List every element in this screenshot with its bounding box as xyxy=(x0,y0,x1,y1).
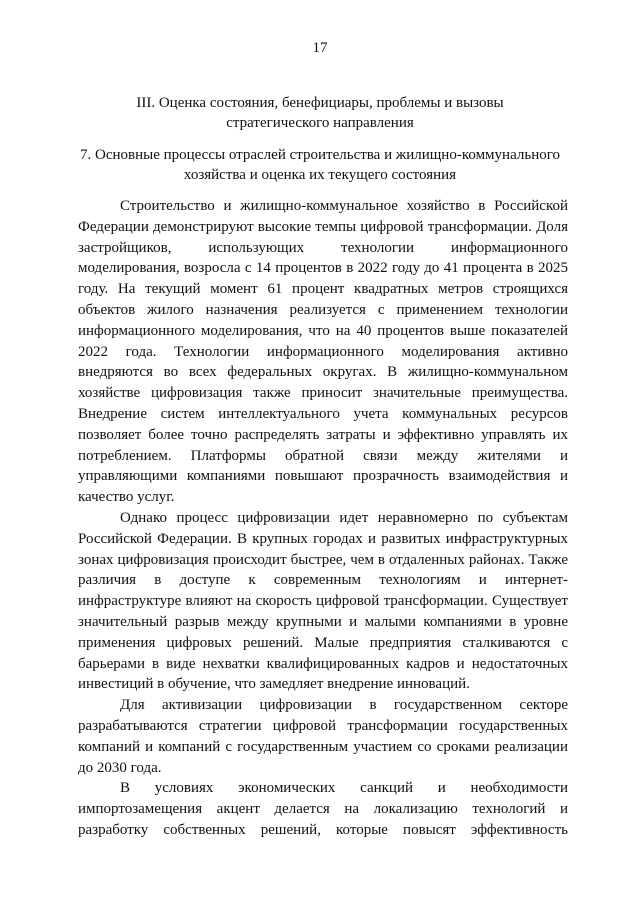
paragraph-digital-transformation: Строительство и жилищно-коммунальное хозяйство в Российской Федерации демонстрируют высокие темпы цифровой трансформации. Доля застройщиков, использующих технологии информационного моделирования, возросла с 14 процентов в 2022 году до 41 процента в 2025 году. На текущий момент 61 процент квадратных метров строящихся объектов жилого назначения реализуется с применением технологии информационного моделирования, что на 40 процентов выше показателей 2022 года. Технологии информационного моделирования активно внедряются во всех федеральных округах. В жилищно-коммунальном хозяйстве цифровизация также приносит значительные преимущества. Внедрение систем интеллектуального учета коммунальных ресурсов позволяет более точно распределять затраты и эффективно управлять их потреблением. Платформы обратной связи между жителями и управляющими компаниями повышают прозрачность взаимодействия и качество услуг. xyxy=(78,198,568,506)
section-heading-line-1: III. Оценка состояния, бенефициары, проблемы и вызовы xyxy=(136,95,504,111)
section-heading-line-2: стратегического направления xyxy=(226,115,414,131)
section-heading xyxy=(70,93,570,133)
page-number: 17 xyxy=(312,40,328,56)
paragraph-public-sector: Для активизации цифровизации в государственном секторе разрабатываются стратегии цифровой трансформации государственных компаний и компаний с государственным участием со сроками реализации до 2030 года. xyxy=(78,697,568,776)
subsection-heading-line-1: 7. Основные процессы отраслей строительства и жилищно-коммунального xyxy=(79,147,560,163)
paragraph-import-substitution: В условиях экономических санкций и необходимости импортозамещения акцент делается на локализацию технологий и разработку собственных решений, которые повысят эффективность xyxy=(78,780,568,838)
subsection-heading xyxy=(70,145,570,185)
body-text xyxy=(78,196,568,841)
paragraph-uneven-digitalization: Однако процесс цифровизации идет неравномерно по субъектам Российской Федерации. В крупных городах и развитых инфраструктурных зонах цифровизация происходит быстрее, чем в отдаленных районах. Также различия в доступе к современным технологиям и интернет-инфраструктуре влияют на скорость цифровой трансформации. Существует значительный разрыв между крупными и малыми компаниями в уровне применения цифровых решений. Малые предприятия сталкиваются с барьерами в виде нехватки квалифицированных кадров и недостаточных инвестиций в обучение, что замедляет внедрение инноваций. xyxy=(78,509,568,693)
subsection-heading-line-2: хозяйства и оценка их текущего состояния xyxy=(183,167,457,183)
